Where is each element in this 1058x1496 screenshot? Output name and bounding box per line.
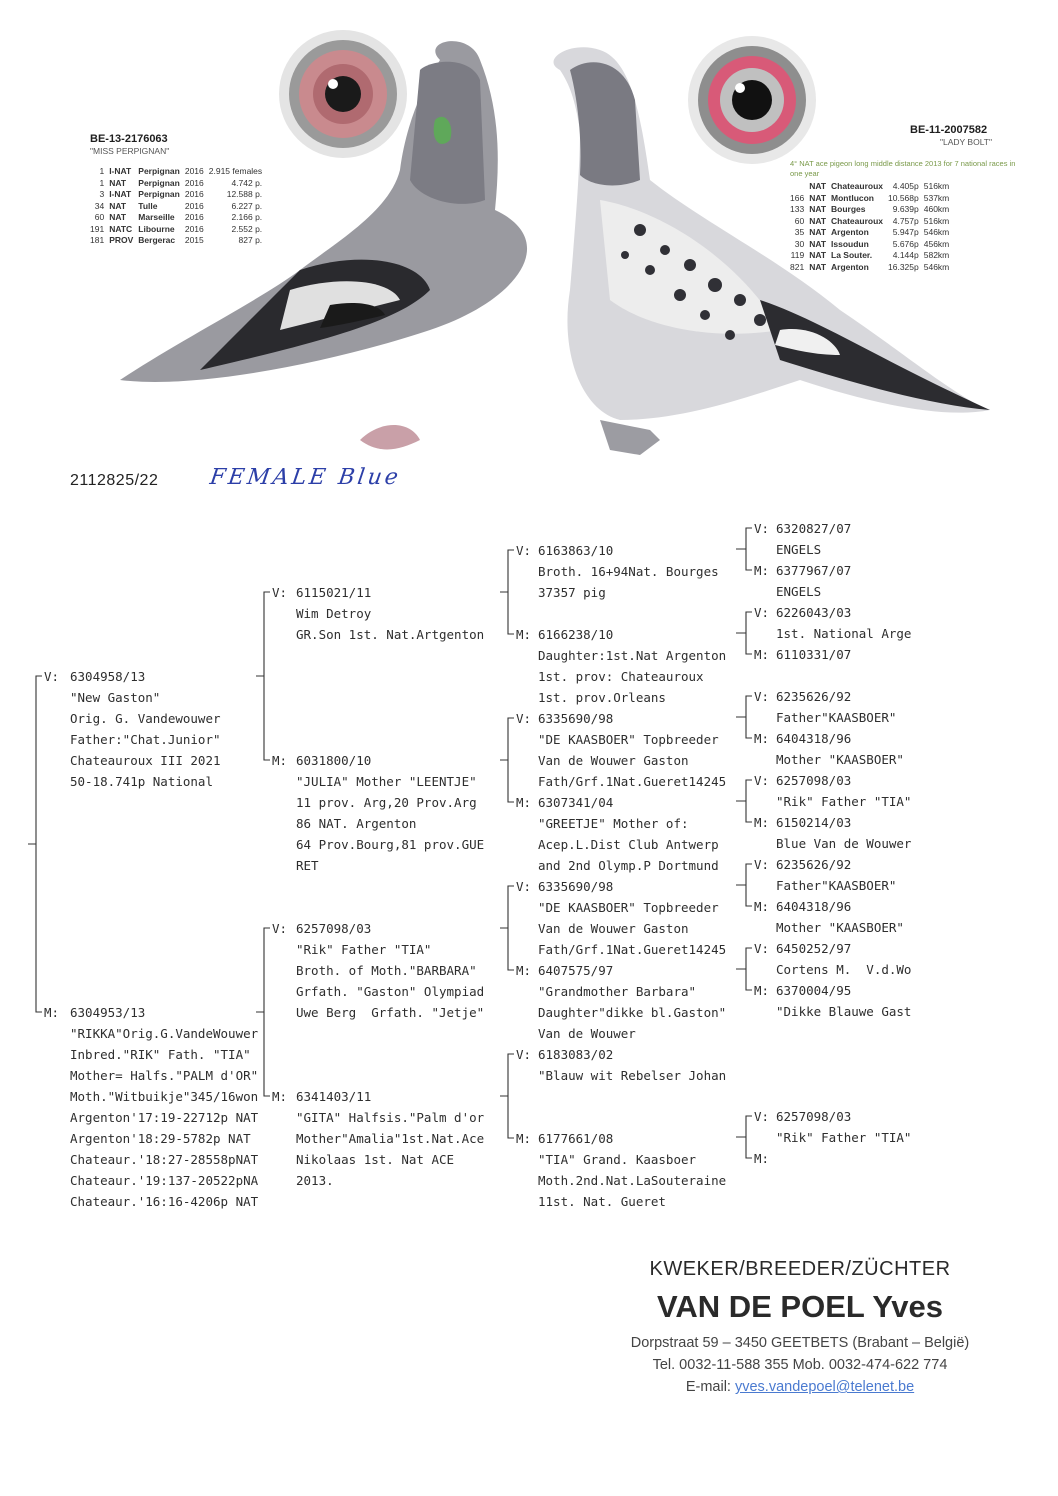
g4-label-5v: V: (754, 857, 770, 872)
right-result-cell: 821 (790, 261, 805, 272)
dss-entry: 6335690/98 "DE KAASBOER" Topbreeder Van de Wouwer Gaston Fath/Grf.1Nat.Gueret14245 (538, 879, 727, 957)
ssd-entry: 6166238/10 Daughter:1st.Nat Argenton 1st. prov: Chateauroux 1st. prov.Orleans (538, 627, 727, 705)
g4-label-4m: M: (754, 815, 770, 830)
left-result-cell: 6.227 p. (231, 200, 263, 211)
handwritten-note: FEMALE Blue (208, 465, 403, 490)
g4-label-8m: M: (754, 1151, 770, 1166)
left-result-cell: Bergerac (138, 235, 176, 245)
sd-label: M: (272, 753, 288, 768)
left-result-cell: 2016 (184, 200, 204, 211)
left-result-cell: Perpignan (138, 166, 180, 176)
g4-entry-3m: 6404318/96 Mother "KAASBOER" (776, 731, 904, 767)
left-result-cell: Perpignan (138, 177, 180, 188)
g4-label-5m: M: (754, 899, 770, 914)
left-result-cell: Marseille (138, 212, 175, 222)
right-result-cell: 35 (794, 227, 805, 237)
g4-label-6v: V: (754, 941, 770, 956)
left-result-cell: 181 (90, 235, 105, 245)
g4-label-2m: M: (754, 647, 770, 662)
right-result-cell: 516km (923, 215, 950, 226)
right-result-cell: NAT (809, 181, 827, 191)
g4-entry-1v: 6320827/07 ENGELS (776, 521, 852, 557)
left-result-cell: 2.552 p. (231, 223, 263, 234)
left-result-cell: 2016 (184, 212, 204, 222)
dss-label: V: (516, 879, 532, 894)
left-result-cell: PROV (109, 235, 134, 245)
email-link[interactable]: yves.vandepoel@telenet.be (734, 1379, 915, 1395)
left-result-cell: I-NAT (109, 166, 132, 176)
right-pigeon-note: 4° NAT ace pigeon long middle distance 2013 for 7 national races in one year (790, 159, 1016, 178)
dd-label: M: (272, 1089, 288, 1104)
right-result-cell: 5.676p (892, 238, 919, 249)
g4-label-2v: V: (754, 605, 770, 620)
right-result-cell: 133 (790, 204, 805, 214)
right-result-cell: NAT (809, 204, 827, 214)
sire-label: V: (44, 669, 60, 684)
dam-label: M: (44, 1005, 60, 1020)
ssd-label: M: (516, 627, 532, 642)
g4-entry-4v: 6257098/03 "Rik" Father "TIA" (776, 773, 912, 809)
left-result-cell: NAT (109, 177, 127, 188)
right-result-cell: NAT (809, 261, 827, 272)
g4-entry-2v: 6226043/03 1st. National Arge (776, 605, 912, 641)
g4-label-1v: V: (754, 521, 770, 536)
left-result-cell: I-NAT (109, 189, 132, 199)
breeder-phone: Tel. 0032-11-588 355 Mob. 0032-474-622 774 (652, 1357, 948, 1373)
left-pigeon-name: "MISS PERPIGNAN" (90, 146, 170, 156)
left-result-cell: 191 (90, 223, 105, 234)
left-result-cell: 12.588 p. (226, 189, 263, 199)
left-result-cell: Tulle (138, 200, 158, 211)
left-result-cell: 2016 (184, 177, 204, 188)
right-result-cell: 582km (923, 250, 950, 260)
g4-label-4v: V: (754, 773, 770, 788)
g4-entry-5v: 6235626/92 Father"KAASBOER" (776, 857, 897, 893)
right-result-cell: NAT (809, 192, 827, 203)
right-result-cell: 516km (923, 181, 950, 191)
breeder-email-row (590, 1379, 1010, 1395)
breeder-address: Dorpstraat 59 – 3450 GEETBETS (Brabant – België) (630, 1335, 970, 1351)
right-result-cell: Issoudun (831, 238, 869, 249)
right-result-cell: 16.325p (888, 261, 919, 272)
right-result-cell: 460km (923, 204, 950, 214)
left-result-cell: 827 p. (238, 235, 263, 245)
left-result-cell: 2.915 females (208, 166, 263, 176)
left-result-cell: 3 (99, 189, 105, 199)
sss-entry: 6163863/10 Broth. 16+94Nat. Bourges 37357 pig (538, 543, 719, 600)
right-result-cell: 60 (794, 215, 805, 226)
right-result-cell: 4.757p (892, 215, 919, 226)
right-result-cell: Argenton (831, 261, 869, 272)
dam-dam-entry: 6341403/11 "GITA" Halfsis."Palm d'or Mother"Amalia"1st.Nat.Ace Nikolaas 1st. Nat ACE 2013. (296, 1089, 485, 1188)
ddd-label: M: (516, 1131, 532, 1146)
ss-label: V: (272, 585, 288, 600)
left-result-cell: 2016 (184, 166, 204, 176)
right-result-cell: 10.568p (888, 192, 919, 203)
dsd-entry: 6407575/97 "Grandmother Barbara" Daughter"dikke bl.Gaston" Van de Wouwer (538, 963, 727, 1041)
right-result-cell: 537km (923, 192, 950, 203)
g4-label-3m: M: (754, 731, 770, 746)
right-result-cell: 4.405p (892, 181, 919, 191)
right-result-cell: 30 (794, 238, 805, 249)
right-pigeon-ring: BE-11-2007582 (910, 124, 988, 136)
right-result-cell: 166 (790, 192, 805, 203)
g4-label-6m: M: (754, 983, 770, 998)
right-result-cell: 5.947p (892, 227, 919, 237)
left-result-cell: 2.166 p. (231, 212, 263, 222)
sdd-label: M: (516, 795, 532, 810)
g4-entry-6m: 6370004/95 "Dikke Blauwe Gast (776, 983, 912, 1019)
right-result-cell: NAT (809, 238, 827, 249)
sire-sire-entry: 6115021/11 Wim Detroy GR.Son 1st. Nat.Artgenton (296, 585, 485, 642)
sire-entry: 6304958/13 "New Gaston" Orig. G. Vandewouwer Father:"Chat.Junior" Chateauroux III 2021 50-18.741p National (70, 669, 221, 789)
g4-entry-8v: 6257098/03 "Rik" Father "TIA" (776, 1109, 912, 1145)
g4-entry-5m: 6404318/96 Mother "KAASBOER" (776, 899, 904, 935)
sds-entry: 6335690/98 "DE KAASBOER" Topbreeder Van de Wouwer Gaston Fath/Grf.1Nat.Gueret14245 (538, 711, 727, 789)
right-result-cell: NAT (809, 250, 827, 260)
left-pigeon-ring: BE-13-2176063 (90, 133, 168, 145)
left-result-cell: 4.742 p. (231, 177, 263, 188)
right-result-cell: Bourges (831, 204, 866, 214)
right-result-cell: Chateauroux (831, 215, 883, 226)
right-result-cell: NAT (809, 227, 827, 237)
left-result-cell: NAT (109, 200, 127, 211)
left-result-cell: 2016 (184, 223, 204, 234)
ring-number: 2112825/22 (70, 472, 159, 489)
g4-entry-6v: 6450252/97 Cortens M. V.d.Wo (776, 941, 912, 977)
dam-sire-entry: 6257098/03 "Rik" Father "TIA" Broth. of Moth."BARBARA" Grfath. "Gaston" Olympiad Uwe Berg Grfath. "Jetje" (296, 921, 485, 1020)
right-pigeon-name: "LADY BOLT" (940, 137, 993, 147)
right-result-cell: Argenton (831, 227, 869, 237)
right-result-cell: Montlucon (831, 192, 874, 203)
g4-entry-2m: 6110331/07 (776, 647, 852, 662)
left-result-cell: Libourne (138, 223, 175, 234)
g4-label-1m: M: (754, 563, 770, 578)
left-result-cell: 2016 (184, 189, 204, 199)
left-result-cell: 34 (94, 200, 105, 211)
right-result-cell: La Souter. (831, 250, 873, 260)
right-result-cell: 119 (790, 250, 805, 260)
sire-dam-entry: 6031800/10 "JULIA" Mother "LEENTJE" 11 prov. Arg,20 Prov.Arg 86 NAT. Argenton 64 Prov.Bourg,81 prov.GUE RET (296, 753, 485, 873)
left-result-cell: 1 (99, 166, 105, 176)
email-label: E-mail: (685, 1379, 735, 1395)
dds-entry: 6183083/02 "Blauw wit Rebelser Johan (538, 1047, 727, 1083)
g4-entry-3v: 6235626/92 Father"KAASBOER" (776, 689, 897, 725)
right-result-cell: 546km (923, 227, 950, 237)
breeder-name: VAN DE POEL Yves (656, 1289, 944, 1324)
breeder-role: KWEKER/BREEDER/ZÜCHTER (649, 1258, 951, 1280)
breeder-info (590, 1258, 1010, 1395)
right-result-cell: 4.144p (892, 250, 919, 260)
left-result-cell: 1 (99, 177, 105, 188)
dsd-label: M: (516, 963, 532, 978)
left-result-cell: Perpignan (138, 189, 180, 199)
left-result-cell: 60 (94, 212, 105, 222)
sss-label: V: (516, 543, 532, 558)
left-result-cell: NAT (109, 212, 127, 222)
left-result-cell: NATC (109, 223, 133, 234)
g4-label-3v: V: (754, 689, 770, 704)
g4-entry-4m: 6150214/03 Blue Van de Wouwer (776, 815, 912, 851)
dam-entry: 6304953/13 "RIKKA"Orig.G.VandeWouwer Inbred."RIK" Fath. "TIA" Mother= Halfs."PALM d'OR" Moth."Witbuikje"345/16won Argenton'17:19-22712p NAT Argenton'18:29-5782p NAT Chateaur.'18:27-28558pNAT Chateaur.'19:137-20522pNA Chateaur.'16:16-4206p NAT (70, 1005, 259, 1209)
ds-label: V: (272, 921, 288, 936)
right-result-cell: 456km (923, 238, 950, 249)
ddd-entry: 6177661/08 "TIA" Grand. Kaasboer Moth.2nd.Nat.LaSouteraine 11st. Nat. Gueret (538, 1131, 727, 1209)
right-result-cell: 9.639p (892, 204, 919, 214)
left-result-cell: 2015 (184, 235, 204, 245)
g4-label-8v: V: (754, 1109, 770, 1124)
right-result-cell: NAT (809, 215, 827, 226)
right-result-cell: Chateauroux (831, 181, 883, 191)
sdd-entry: 6307341/04 "GREETJE" Mother of: Acep.L.Dist Club Antwerp and 2nd Olymp.P Dortmund (538, 795, 719, 873)
sds-label: V: (516, 711, 532, 726)
right-result-cell: 546km (923, 261, 950, 272)
dds-label: V: (516, 1047, 532, 1062)
g4-entry-1m: 6377967/07 ENGELS (776, 563, 852, 599)
